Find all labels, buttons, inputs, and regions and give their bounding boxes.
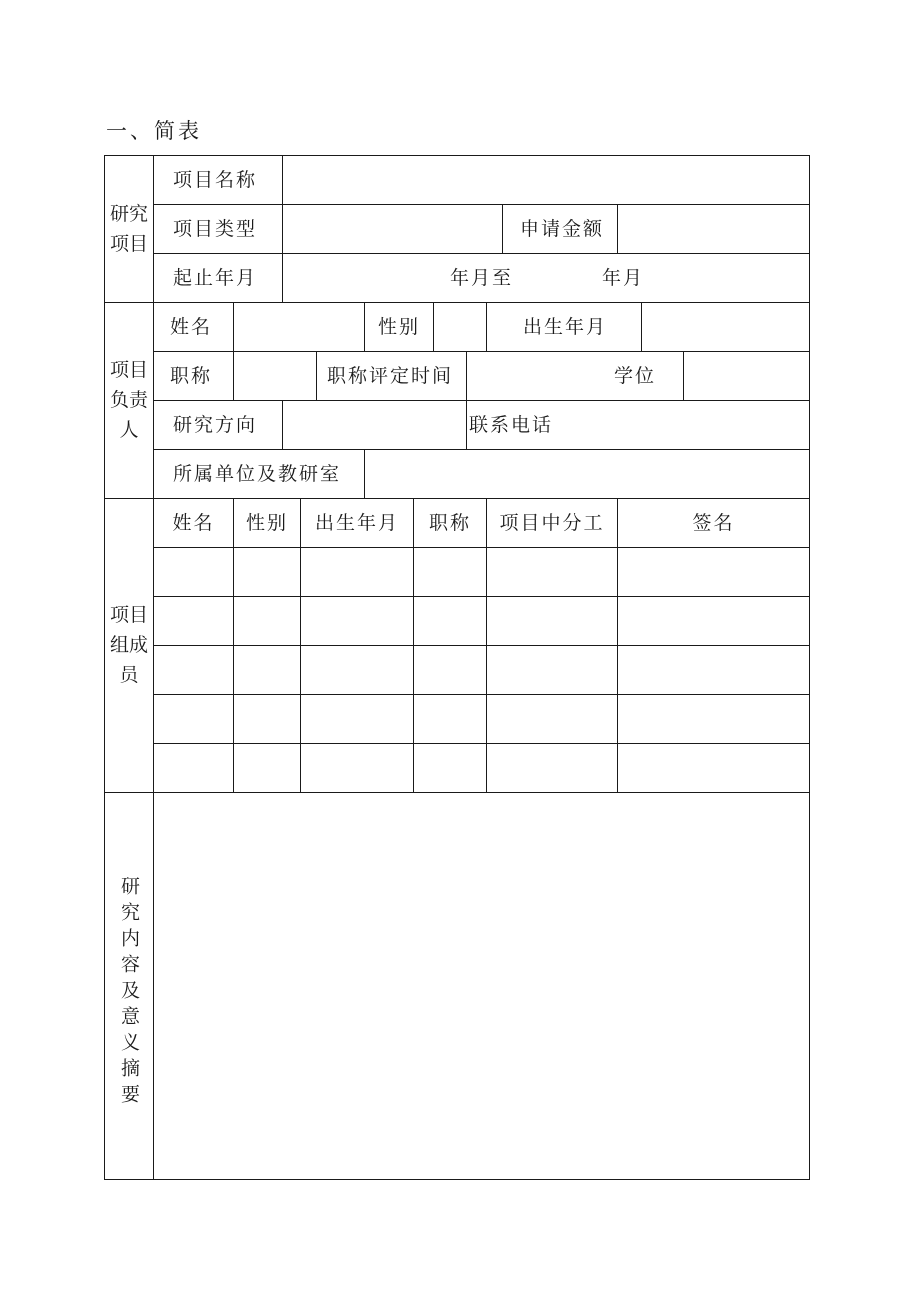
project-name-label: 项目名称 [173,169,258,191]
leader-birth-label: 出生年月 [523,316,608,338]
member-row[interactable] [155,745,808,791]
members-header-birth: 出生年月 [314,512,399,534]
member-row[interactable] [155,647,808,693]
period-to-text: 年月 [602,267,645,289]
members-header-title: 职称 [428,512,471,534]
period-label: 起止年月 [173,267,258,289]
leader-name-field[interactable] [235,304,363,350]
project-type-label: 项目类型 [173,218,258,240]
project-name-field[interactable] [284,157,808,203]
members-header-name: 姓名 [172,512,215,534]
leader-birth-field[interactable] [643,304,808,350]
leader-title-field[interactable] [235,353,315,399]
leader-degree-field[interactable] [685,353,808,399]
apply-amount-label: 申请金额 [520,218,605,240]
leader-unit-field[interactable] [366,451,808,497]
leader-name-label: 姓名 [170,316,213,338]
members-header-signature: 签名 [692,512,735,534]
members-header-role: 项目中分工 [499,512,605,534]
leader-title-date-label: 职称评定时间 [327,365,454,387]
section-label-summary: 研究内容及意义摘要 [118,876,140,1110]
section-label-leader: 项目 负责 人 [109,359,148,441]
leader-unit-label: 所属单位及教研室 [173,463,342,485]
leader-gender-field[interactable] [435,304,485,350]
section-label-members: 项目 组成 员 [109,604,148,686]
leader-direction-label: 研究方向 [173,414,258,436]
member-row[interactable] [155,696,808,742]
leader-title-label: 职称 [170,365,213,387]
members-header-gender: 性别 [245,512,288,534]
project-type-field[interactable] [284,206,501,252]
apply-amount-field[interactable] [619,206,808,252]
member-row[interactable] [155,549,808,595]
period-from-text: 年月至 [450,267,514,289]
leader-phone-label: 联系电话 [469,414,554,436]
page-heading: 一、简表 [106,119,202,143]
leader-degree-label: 学位 [614,365,657,387]
summary-field[interactable] [155,794,808,1178]
member-row[interactable] [155,598,808,644]
leader-gender-label: 性别 [378,316,421,338]
section-label-project: 研究 项目 [109,203,148,255]
leader-direction-field[interactable] [284,402,465,448]
